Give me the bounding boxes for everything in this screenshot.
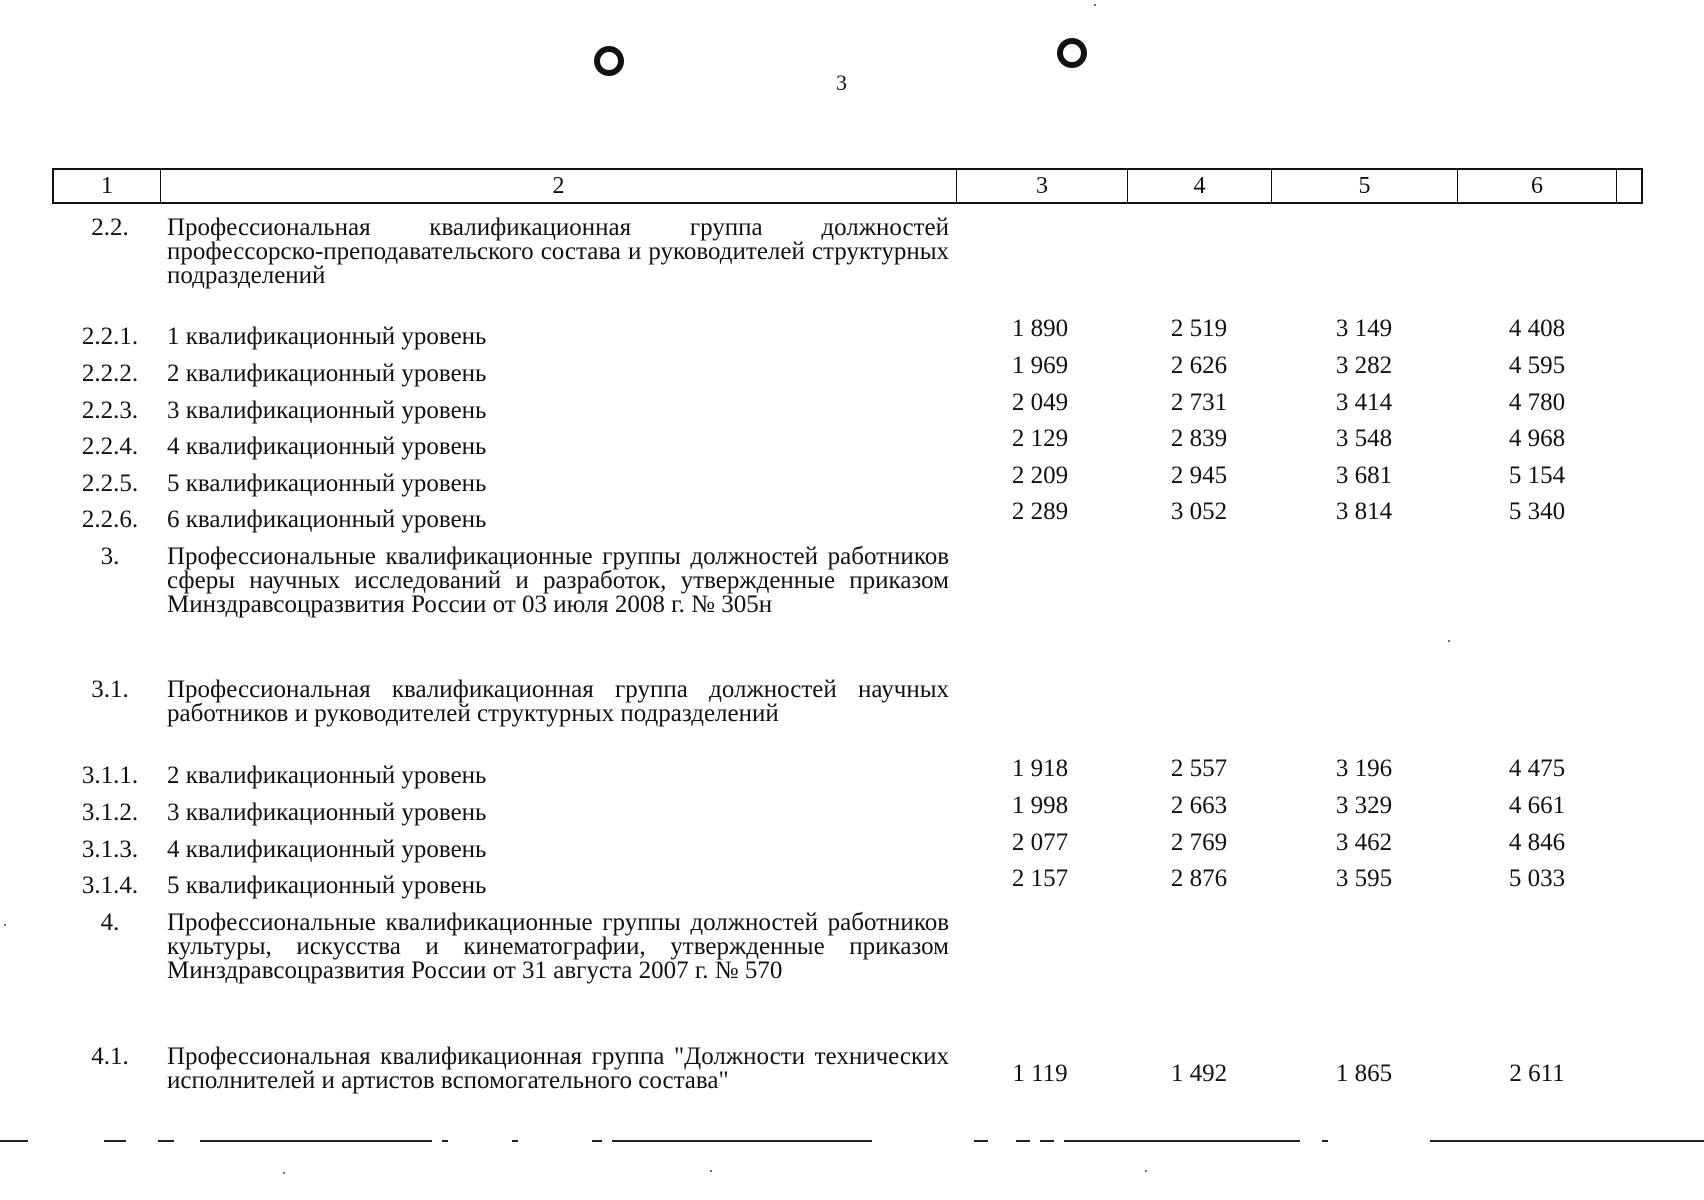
row-number: 4. [100, 909, 120, 936]
row-name: Профессиональные квалификационные группы должностей работников сферы научных исследований и разработок, утвержденные приказом Минздравсоцразвития России от 03 июля 2008 г. № 305н [167, 543, 949, 618]
row-name: 3 квалификационный уровень [167, 799, 487, 826]
row-value-col5: 3 149 [1335, 315, 1393, 342]
row-value-col3: 2 049 [1011, 389, 1069, 416]
row-number: 2.2. [91, 214, 129, 241]
punch-hole-left [594, 46, 624, 76]
row-name: 3 квалификационный уровень [167, 397, 487, 424]
row-number: 3.1.1. [81, 762, 139, 789]
row-value-col4: 1 492 [1170, 1060, 1228, 1087]
row-number: 3.1. [91, 676, 129, 703]
row-value-col4: 2 876 [1170, 865, 1228, 892]
row-value-col3: 1 998 [1011, 792, 1069, 819]
row-value-col4: 2 519 [1170, 315, 1228, 342]
row-value-col6: 4 846 [1508, 829, 1566, 856]
row-number: 2.2.1. [81, 323, 139, 350]
row-value-col3: 2 077 [1011, 829, 1069, 856]
row-value-col6: 2 611 [1509, 1060, 1565, 1087]
row-value-col5: 1 865 [1335, 1060, 1393, 1087]
row-number: 4.1. [91, 1043, 129, 1070]
row-value-col3: 1 890 [1011, 315, 1069, 342]
row-value-col3: 2 157 [1011, 865, 1069, 892]
scan-dot [1145, 1170, 1147, 1172]
row-name: 2 квалификационный уровень [167, 360, 487, 387]
row-value-col3: 2 289 [1011, 498, 1069, 525]
header-col-4: 4 [1128, 170, 1272, 202]
row-name: Профессиональные квалификационные группы должностей работников культуры, искусства и кинематографии, утвержденные приказом Минздравсоцразвития России от 31 августа 2007 г. № 570 [167, 909, 949, 984]
row-name: 1 квалификационный уровень [167, 323, 487, 350]
row-value-col6: 4 780 [1508, 389, 1566, 416]
row-name: Профессиональная квалификационная группа должностей научных работников и руководителей структурных подразделений [167, 676, 949, 727]
header-col-6: 6 [1458, 170, 1617, 202]
row-name: 5 квалификационный уровень [167, 872, 487, 899]
row-name: 4 квалификационный уровень [167, 433, 487, 460]
row-value-col5: 3 548 [1335, 425, 1393, 452]
row-number: 3.1.3. [81, 836, 139, 863]
scan-dot [710, 1170, 712, 1172]
header-col-5: 5 [1272, 170, 1458, 202]
bottom-rule [0, 1140, 1704, 1142]
row-value-col5: 3 595 [1335, 865, 1393, 892]
row-number: 3.1.4. [81, 872, 139, 899]
scan-dot [4, 924, 6, 926]
row-value-col4: 2 557 [1170, 755, 1228, 782]
header-col-7 [1617, 170, 1641, 202]
row-value-col3: 1 119 [1012, 1060, 1068, 1087]
page-number: 3 [836, 70, 847, 95]
row-number: 3. [100, 543, 120, 570]
row-name: 6 квалификационный уровень [167, 506, 487, 533]
row-value-col3: 1 969 [1011, 352, 1069, 379]
row-value-col6: 4 408 [1508, 315, 1566, 342]
row-name: Профессиональная квалификационная группа должностей профессорско-преподавательского состава и руководителей структурных подразделений [167, 214, 949, 289]
row-name: 4 квалификационный уровень [167, 836, 487, 863]
row-value-col6: 5 154 [1508, 462, 1566, 489]
row-value-col4: 2 769 [1170, 829, 1228, 856]
row-value-col5: 3 681 [1335, 462, 1393, 489]
row-value-col6: 4 595 [1508, 352, 1566, 379]
row-value-col6: 4 968 [1508, 425, 1566, 452]
row-value-col4: 2 731 [1170, 389, 1228, 416]
row-name: Профессиональная квалификационная группа "Должности технических исполнителей и артистов вспомогательного состава" [167, 1043, 949, 1094]
row-value-col5: 3 414 [1335, 389, 1393, 416]
row-value-col4: 2 945 [1170, 462, 1228, 489]
row-value-col4: 3 052 [1170, 498, 1228, 525]
row-value-col5: 3 814 [1335, 498, 1393, 525]
scan-dot [283, 1172, 285, 1174]
row-number: 2.2.3. [81, 397, 139, 424]
row-value-col5: 3 196 [1335, 755, 1393, 782]
row-value-col3: 1 918 [1011, 755, 1069, 782]
row-number: 2.2.6. [81, 506, 139, 533]
header-col-2: 2 [161, 170, 957, 202]
row-name: 5 квалификационный уровень [167, 470, 487, 497]
row-number: 2.2.2. [81, 360, 139, 387]
row-value-col4: 2 663 [1170, 792, 1228, 819]
row-value-col6: 4 661 [1508, 792, 1566, 819]
row-value-col3: 2 129 [1011, 425, 1069, 452]
row-number: 2.2.4. [81, 433, 139, 460]
row-value-col6: 4 475 [1508, 755, 1566, 782]
row-value-col4: 2 839 [1170, 425, 1228, 452]
row-value-col3: 2 209 [1011, 462, 1069, 489]
row-value-col5: 3 282 [1335, 352, 1393, 379]
row-value-col4: 2 626 [1170, 352, 1228, 379]
header-col-1: 1 [54, 170, 161, 202]
scan-dot [1094, 4, 1096, 6]
header-col-3: 3 [957, 170, 1128, 202]
punch-hole-right [1057, 38, 1087, 68]
row-name: 2 квалификационный уровень [167, 762, 487, 789]
row-value-col5: 3 462 [1335, 829, 1393, 856]
row-number: 3.1.2. [81, 799, 139, 826]
table-header-row [52, 168, 1643, 204]
scan-dot [1448, 640, 1450, 642]
row-number: 2.2.5. [81, 470, 139, 497]
row-value-col6: 5 033 [1508, 865, 1566, 892]
row-value-col6: 5 340 [1508, 498, 1566, 525]
row-value-col5: 3 329 [1335, 792, 1393, 819]
